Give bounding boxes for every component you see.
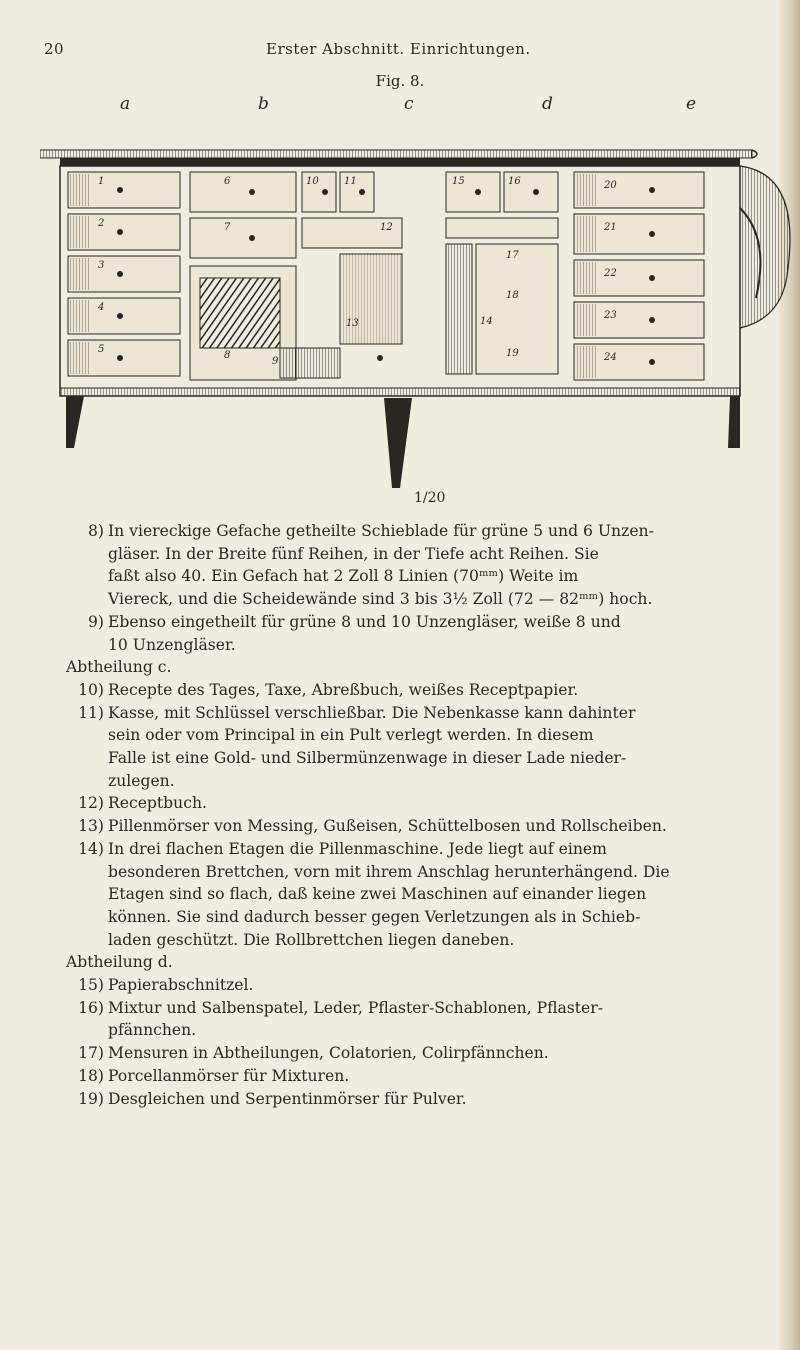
item-number: 8) — [87, 522, 104, 540]
column-letter-e: e — [686, 94, 697, 114]
drawer-number-23: 23 — [604, 310, 617, 321]
text-line: Papierabschnitzel. — [108, 976, 254, 995]
list-item — [66, 997, 756, 1042]
item-number: 16) — [78, 998, 104, 1017]
drawer-number-11: 11 — [344, 176, 357, 187]
list-item — [66, 974, 756, 997]
text-line: können. Sie sind dadurch besser gegen Verletzungen als in Schieb- — [108, 907, 641, 926]
text-line: Receptbuch. — [108, 794, 207, 813]
item-number: 12) — [78, 794, 104, 813]
list-item — [66, 702, 756, 793]
text-line: pfännchen. — [108, 1021, 197, 1040]
text-line: Ebenso eingetheilt für grüne 8 und 10 Unzengläser, weiße 8 und — [108, 612, 621, 631]
list-item — [66, 1065, 756, 1088]
text-line: besonderen Brettchen, vorn mit ihrem Anschlag herunterhängend. Die — [108, 862, 670, 881]
figure-label: Fig. 8. — [375, 72, 425, 90]
text-line: Recepte des Tages, Taxe, Abreßbuch, weißes Receptpapier. — [108, 680, 579, 699]
drawer-number-1: 1 — [98, 176, 105, 187]
item-number: 9) — [87, 612, 104, 631]
running-head — [44, 40, 764, 70]
drawer-number-7: 7 — [224, 222, 231, 233]
list-item — [66, 611, 756, 656]
list-item — [66, 520, 756, 611]
drawer-number-18: 18 — [506, 290, 519, 301]
list-item — [66, 815, 756, 838]
drawer-number-6: 6 — [224, 176, 231, 187]
item-number: 14) — [78, 839, 104, 858]
text-line: Viereck, und die Scheidewände sind 3 bis 3½ Zoll (72 — 82ᵐᵐ) hoch. — [108, 590, 653, 609]
list-item — [66, 1088, 756, 1111]
text-line: gläser. In der Breite fünf Reihen, in der Tiefe acht Reihen. Sie — [108, 544, 599, 563]
drawer-number-3: 3 — [98, 260, 105, 271]
running-title: Erster Abschnitt. Einrichtungen. — [266, 40, 531, 58]
column-letter-a: a — [120, 94, 131, 114]
item-number: 17) — [78, 1044, 104, 1063]
drawer-number-9: 9 — [272, 356, 279, 367]
section-heading-c: Abtheilung c. — [66, 658, 172, 677]
item-number: 10) — [78, 680, 104, 699]
drawer-number-20: 20 — [604, 180, 617, 191]
dispensing-table-drawing — [40, 118, 800, 508]
text-line: Mensuren in Abtheilungen, Colatorien, Colirpfännchen. — [108, 1044, 549, 1063]
text-line: In drei flachen Etagen die Pillenmaschine. Jede liegt auf einem — [108, 839, 607, 858]
drawer-number-17: 17 — [506, 250, 519, 261]
text-line: Etagen sind so flach, daß keine zwei Maschinen auf einander liegen — [108, 885, 647, 904]
item-number: 19) — [78, 1089, 104, 1108]
text-line: Mixtur und Salbenspatel, Leder, Pflaster-Schablonen, Pflaster- — [108, 998, 604, 1017]
item-number: 15) — [78, 976, 104, 995]
drawer-number-21: 21 — [604, 222, 617, 233]
drawer-number-14: 14 — [480, 316, 493, 327]
text-line: Desgleichen und Serpentinmörser für Pulver. — [108, 1089, 467, 1108]
drawer-number-22: 22 — [604, 268, 617, 279]
text-line: zulegen. — [108, 771, 175, 790]
drawer-number-2: 2 — [98, 218, 105, 229]
list-item — [66, 679, 756, 702]
text-line: Pillenmörser von Messing, Gußeisen, Schüttelbosen und Rollscheiben. — [108, 817, 667, 836]
scale-label: 1/20 — [414, 490, 446, 506]
text-line: sein oder vom Principal in ein Pult verlegt werden. In diesem — [108, 726, 594, 745]
drawer-number-15: 15 — [452, 176, 465, 187]
drawer-number-10: 10 — [306, 176, 319, 187]
section-heading-d: Abtheilung d. — [66, 953, 173, 972]
drawer-number-13: 13 — [346, 318, 359, 329]
drawer-number-19: 19 — [506, 348, 519, 359]
item-number: 13) — [78, 817, 104, 836]
item-number: 18) — [78, 1066, 104, 1085]
column-letter-c: c — [404, 94, 414, 114]
text-line: faßt also 40. Ein Gefach hat 2 Zoll 8 Linien (70ᵐᵐ) Weite im — [108, 567, 579, 586]
drawer-number-16: 16 — [508, 176, 521, 187]
text-line: Porcellanmörser für Mixturen. — [108, 1066, 350, 1085]
body-text — [66, 520, 756, 1110]
drawer-number-5: 5 — [98, 344, 105, 355]
list-item — [66, 838, 756, 952]
drawer-number-8: 8 — [224, 350, 231, 361]
text-line: Falle ist eine Gold- und Silbermünzenwage in dieser Lade nieder- — [108, 749, 627, 768]
drawer-number-24: 24 — [604, 352, 617, 363]
column-letter-d: d — [542, 94, 553, 114]
text-line: In viereckige Gefache getheilte Schieblade für grüne 5 und 6 Unzen- — [108, 522, 654, 540]
column-letter-b: b — [258, 94, 269, 114]
text-line: 10 Unzengläser. — [108, 635, 236, 654]
list-item — [66, 792, 756, 815]
text-line: Kasse, mit Schlüssel verschließbar. Die Nebenkasse kann dahinter — [108, 703, 636, 722]
text-line: laden geschützt. Die Rollbrettchen liegen daneben. — [108, 930, 515, 949]
list-item — [66, 1042, 756, 1065]
drawer-number-4: 4 — [98, 302, 105, 313]
item-number: 11) — [78, 703, 104, 722]
drawer-number-12: 12 — [380, 222, 393, 233]
page-number: 20 — [44, 40, 65, 58]
